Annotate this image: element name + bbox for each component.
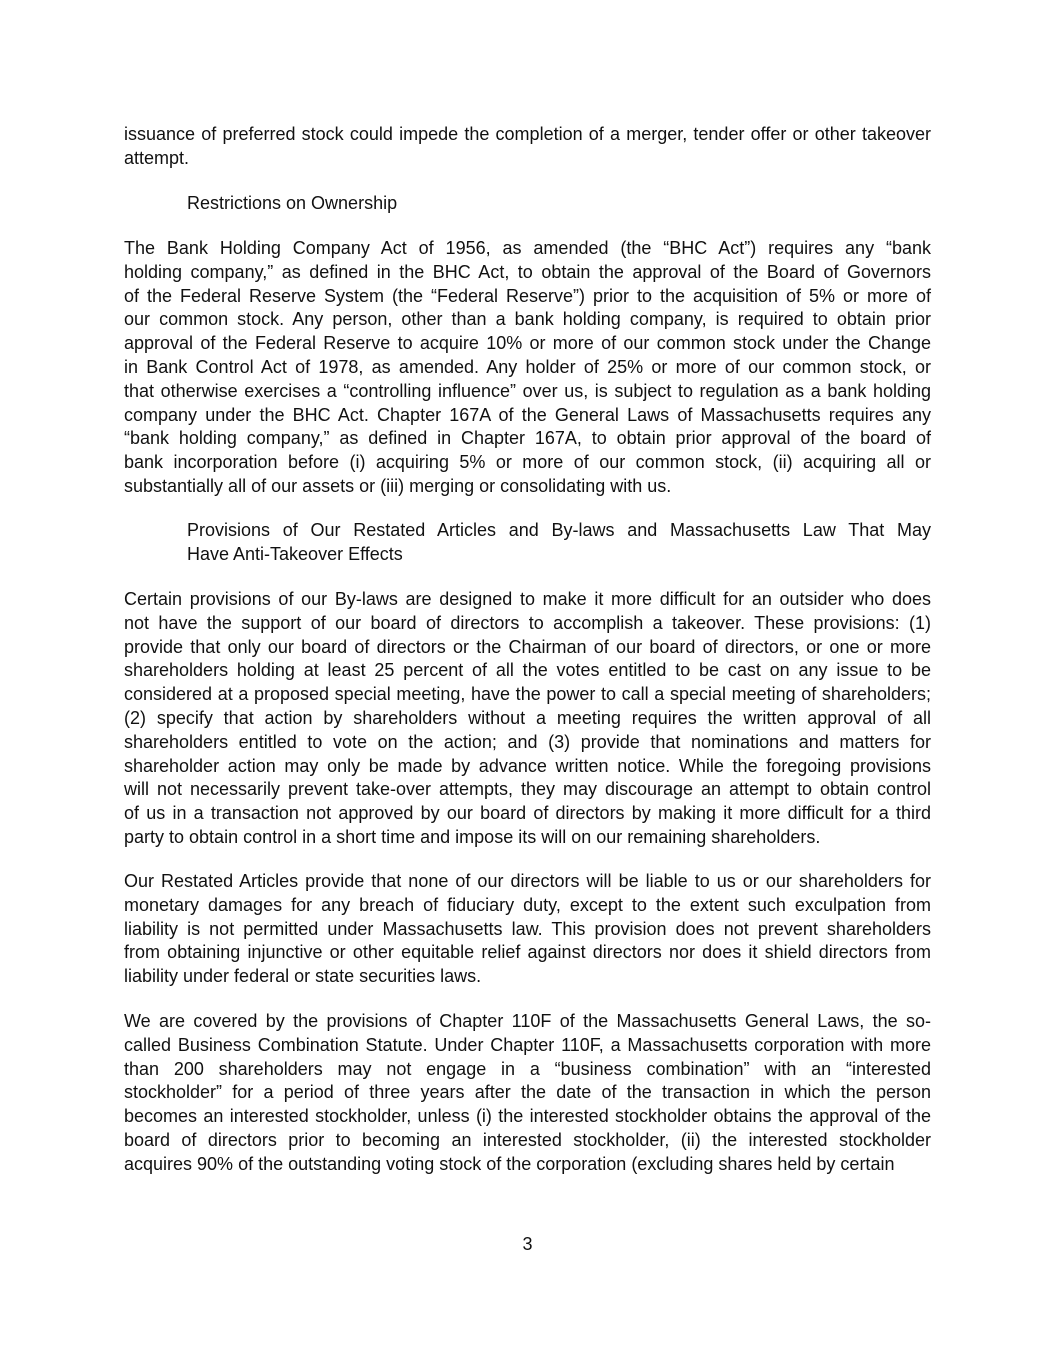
text-line-content: our common stock. Any person, other than a bank holding company, is required to obtain prior — [124, 309, 931, 330]
text-line — [124, 941, 931, 965]
text-line — [124, 918, 931, 942]
text-line-content: of us in a transaction not approved by our board of directors by making it more difficult for a third — [124, 803, 931, 824]
text-line-content: acquires 90% of the outstanding voting stock of the corporation (excluding shares held by certain — [124, 1153, 895, 1174]
text-line-content: monetary damages for any breach of fiduciary duty, except to the extent such exculpation from — [124, 894, 931, 915]
text-line-content: issuance of preferred stock could impede the completion of a merger, tender offer or other takeover — [124, 124, 931, 144]
text-line — [124, 451, 931, 475]
paragraph-5 — [124, 1010, 931, 1177]
text-line-content: provide that only our board of directors or the Chairman of our board of directors, or one or more — [124, 636, 931, 657]
text-line — [124, 404, 931, 428]
text-line-content: called Business Combination Statute. Under Chapter 110F, a Massachusetts corporation with more — [124, 1034, 931, 1055]
paragraph-2 — [124, 237, 931, 499]
text-line — [124, 1153, 931, 1177]
text-line-content: attempt. — [124, 147, 190, 168]
text-line-content: shareholder action may only be made by advance written notice. While the foregoing provisions — [124, 755, 931, 776]
text-line-content: substantially all of our assets or (iii) merging or consolidating with us. — [124, 475, 672, 496]
text-line-content: stockholder” for a period of three years after the date of the transaction in which the person — [124, 1082, 931, 1103]
text-line — [124, 1105, 931, 1129]
text-line — [124, 802, 931, 826]
text-line-content: becomes an interested stockholder, unless (i) the interested stockholder obtains the approval of the — [124, 1106, 931, 1127]
paragraph-3 — [124, 588, 931, 850]
text-line-content: Our Restated Articles provide that none of our directors will be liable to us or our shareholders for — [124, 871, 931, 891]
text-line — [124, 731, 931, 755]
text-line — [124, 380, 931, 404]
text-line — [124, 356, 931, 380]
text-line — [124, 612, 931, 636]
text-line-content: not have the support of our board of directors to accomplish a takeover. These provisions: (1) — [124, 612, 931, 633]
text-line — [124, 894, 931, 918]
text-line-content: The Bank Holding Company Act of 1956, as amended (the “BHC Act”) requires any “bank — [124, 238, 931, 258]
text-line — [124, 636, 931, 660]
text-line — [124, 308, 931, 332]
text-line-content: considered at a proposed special meeting, have the power to call a special meeting of shareholders; — [124, 684, 931, 705]
text-line — [124, 683, 931, 707]
text-line — [187, 519, 931, 543]
text-line-content: of the Federal Reserve System (the “Federal Reserve”) prior to the acquisition of 5% or more of — [124, 285, 931, 306]
text-line — [124, 826, 931, 850]
text-line — [124, 261, 931, 285]
text-line — [124, 659, 931, 683]
text-line-content: (2) specify that action by shareholders without a meeting requires the written approval of all — [124, 707, 931, 728]
text-line — [124, 1034, 931, 1058]
text-line — [124, 237, 931, 261]
text-line — [124, 332, 931, 356]
text-line-content: in Bank Control Act of 1978, as amended. Any holder of 25% or more of our common stock, or — [124, 356, 931, 377]
text-line — [124, 427, 931, 451]
text-line — [187, 543, 931, 567]
text-line — [124, 1058, 931, 1082]
text-line — [124, 285, 931, 309]
text-line — [124, 778, 931, 802]
text-line-content: that otherwise exercises a “controlling influence” over us, is subject to regulation as a bank holding — [124, 380, 931, 401]
text-line — [124, 870, 931, 894]
text-line — [124, 588, 931, 612]
text-line-content: Have Anti-Takeover Effects — [187, 543, 403, 564]
text-line-content: liability is not permitted under Massachusetts law. This provision does not prevent shareholders — [124, 918, 931, 939]
text-line-content: Certain provisions of our By-laws are designed to make it more difficult for an outsider who does — [124, 589, 931, 609]
text-line — [124, 1129, 931, 1153]
paragraph-1 — [124, 123, 931, 171]
text-line — [124, 1081, 931, 1105]
text-line-content: board of directors prior to becoming an interested stockholder, (ii) the interested stockholder — [124, 1129, 931, 1150]
text-line-content: holding company,” as defined in the BHC Act, to obtain the approval of the Board of Governors — [124, 261, 931, 282]
text-line — [124, 755, 931, 779]
text-line-content: than 200 shareholders may not engage in a “business combination” with an “interested — [124, 1058, 931, 1079]
paragraph-4 — [124, 870, 931, 989]
text-line-content: company under the BHC Act. Chapter 167A of the General Laws of Massachusetts requires any — [124, 404, 931, 425]
heading-restrictions-on-ownership: Restrictions on Ownership — [187, 193, 398, 213]
text-line-content: from obtaining injunctive or other equitable relief against directors nor does it shield directors from — [124, 942, 931, 963]
text-line-content: shareholders holding at least 25 percent of all the votes entitled to be cast on any issue to be — [124, 660, 931, 681]
page-number: 3 — [522, 1234, 533, 1254]
text-line-content: party to obtain control in a short time and impose its will on our remaining shareholders. — [124, 826, 821, 847]
text-line-content: will not necessarily prevent take-over attempts, they may discourage an attempt to obtain control — [124, 779, 931, 800]
text-line-content: approval of the Federal Reserve to acquire 10% or more of our common stock under the Change — [124, 333, 931, 354]
heading-anti-takeover — [187, 519, 931, 567]
text-line — [124, 123, 931, 147]
text-line-content: liability under federal or state securities laws. — [124, 966, 482, 987]
text-line — [124, 707, 931, 731]
text-line-content: “bank holding company,” as defined in Chapter 167A, to obtain prior approval of the board of — [124, 428, 931, 449]
text-line-content: shareholders entitled to vote on the action; and (3) provide that nominations and matters for — [124, 731, 931, 752]
text-line-content: Provisions of Our Restated Articles and By-laws and Massachusetts Law That May — [187, 520, 931, 540]
text-line-content: bank incorporation before (i) acquiring 5% or more of our common stock, (ii) acquiring all or — [124, 452, 931, 473]
text-line-content: We are covered by the provisions of Chapter 110F of the Massachusetts General Laws, the so- — [124, 1011, 931, 1031]
text-line — [124, 965, 931, 989]
text-line — [124, 147, 931, 171]
text-line — [124, 1010, 931, 1034]
text-line — [124, 475, 931, 499]
